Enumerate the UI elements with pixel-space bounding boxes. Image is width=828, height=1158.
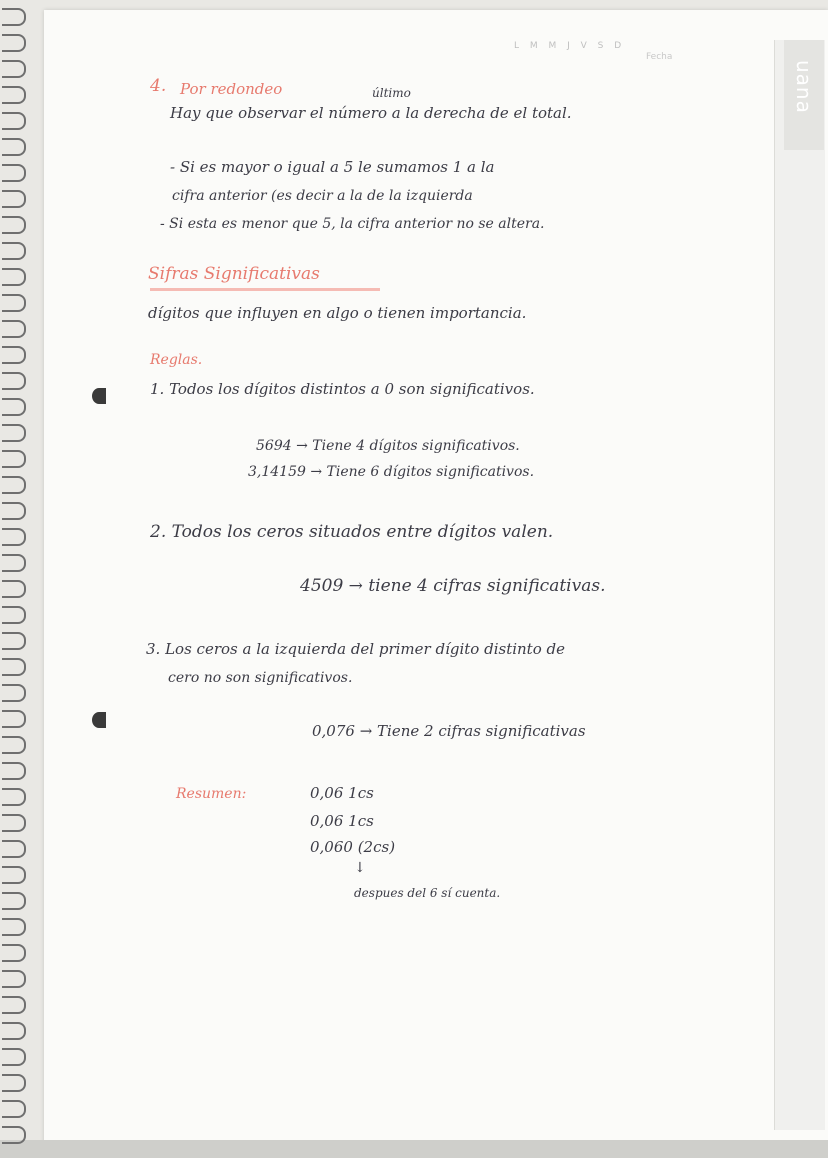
spiral-coil [2,346,26,364]
section-title: Sifras Significativas [148,264,320,284]
spiral-coil [2,320,26,338]
example-line: 3,14159 → Tiene 6 dígitos significativos. [248,464,535,480]
spiral-coil [2,268,26,286]
brand-tab [784,40,824,150]
weekday-boxes: L M M J V S D [514,41,626,51]
summary-note: despues del 6 sí cuenta. [354,886,501,900]
spiral-coil [2,1074,26,1092]
spiral-coil [2,918,26,936]
arrow-down-icon: ↓ [354,860,366,876]
insert-word: último [372,86,411,100]
spiral-coil [2,970,26,988]
spiral-coil [2,788,26,806]
spiral-coil [2,502,26,520]
title-underline [150,288,380,291]
spiral-coil [2,814,26,832]
spiral-coil [2,398,26,416]
spiral-coil [2,112,26,130]
spiral-coil [2,554,26,572]
spiral-coil [2,86,26,104]
summary-line: 0,06 1cs [310,784,374,802]
summary-label: Resumen: [176,786,247,802]
spiral-coil [2,658,26,676]
spiral-coil [2,424,26,442]
spiral-coil [2,1100,26,1118]
date-label: Fecha [646,52,673,62]
section-number: 4. [150,76,167,96]
spiral-coil [2,580,26,598]
rule-line: - Si es mayor o igual a 5 le sumamos 1 a la [170,158,495,176]
spiral-coil [2,34,26,52]
spiral-coil [2,164,26,182]
summary-line: 0,060 (2cs) [310,838,396,856]
spiral-coil [2,892,26,910]
rules-title: Reglas. [150,352,203,368]
spiral-binding [0,0,40,1158]
spiral-coil [2,1048,26,1066]
spiral-coil [2,190,26,208]
spiral-coil [2,736,26,754]
example-line: 5694 → Tiene 4 dígitos significativos. [256,438,520,454]
spiral-coil [2,762,26,780]
spiral-coil [2,528,26,546]
spiral-coil [2,216,26,234]
spiral-coil [2,606,26,624]
summary-line: 0,06 1cs [310,812,374,830]
punch-hole [92,388,106,404]
rule-line: - Si esta es menor que 5, la cifra anterior no se altera. [160,216,545,232]
example-line: 4509 → tiene 4 cifras significativas. [300,576,606,596]
spiral-coil [2,372,26,390]
punch-hole [92,712,106,728]
spiral-coil [2,138,26,156]
spiral-coil [2,632,26,650]
text-line: Hay que observar el número a la derecha de el total. [170,104,572,122]
rule-line: 2. Todos los ceros situados entre dígitos valen. [150,522,554,542]
section-title: Por redondeo [180,80,283,98]
spiral-coil [2,476,26,494]
spiral-coil [2,944,26,962]
spiral-coil [2,866,26,884]
spiral-coil [2,294,26,312]
brand-label: uana [792,60,816,114]
example-line: 0,076 → Tiene 2 cifras significativas [312,722,586,740]
spiral-coil [2,840,26,858]
rule-line: 3. Los ceros a la izquierda del primer dígito distinto de [146,640,565,658]
definition-line: dígitos que influyen en algo o tienen importancia. [148,304,527,322]
spiral-coil [2,710,26,728]
spiral-coil [2,684,26,702]
spiral-coil [2,242,26,260]
spiral-coil [2,996,26,1014]
spiral-coil [2,1126,26,1144]
spiral-coil [2,8,26,26]
spiral-coil [2,1022,26,1040]
spiral-coil [2,60,26,78]
page-margin-strip [774,40,825,1130]
page-bottom-edge [0,1140,828,1158]
rule-line: cero no son significativos. [168,670,353,686]
rule-line: 1. Todos los dígitos distintos a 0 son significativos. [150,380,535,398]
rule-line: cifra anterior (es decir a la de la izquierda [172,188,473,204]
spiral-coil [2,450,26,468]
